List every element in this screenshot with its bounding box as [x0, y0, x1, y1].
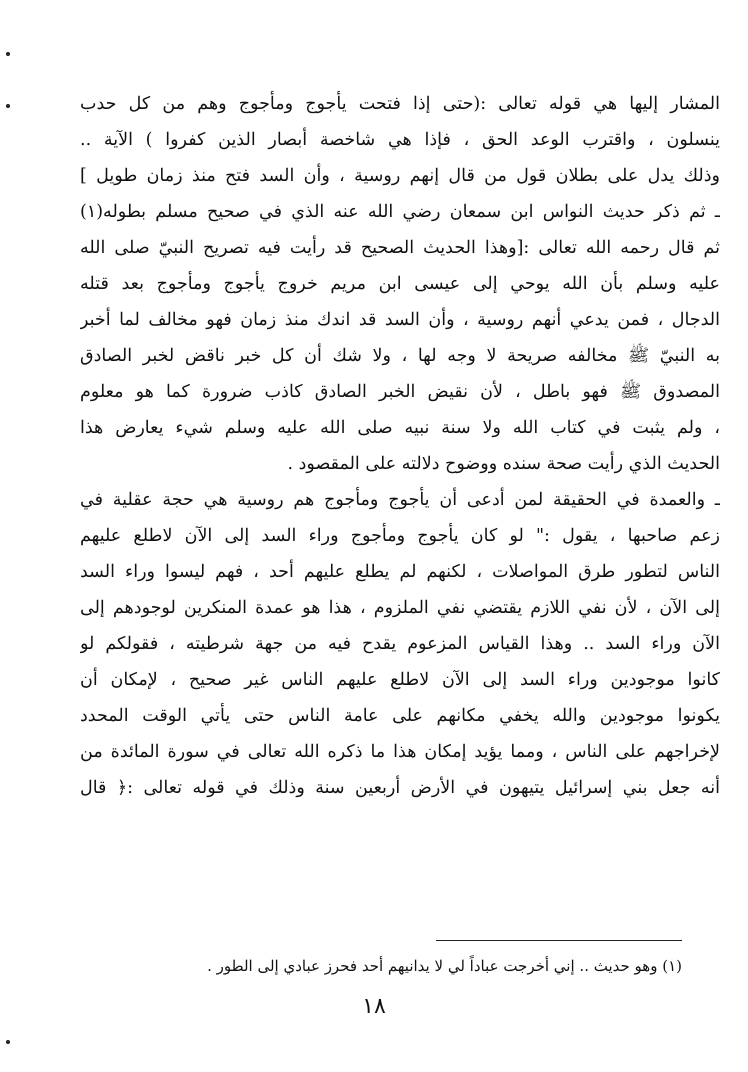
text-line-4: ـ ثم ذكر حديث النواس ابن سمعان رضي الله عنه الذي في صحيح مسلم بطوله(١) [80, 202, 720, 222]
text-line-7: الدجال ، فمن يدعي أنهم روسية ، وأن السد قد اندك منذ زمان فهو مخالف لما أخبر [80, 310, 720, 330]
text-line-2: ينسلون ، واقترب الوعد الحق ، فإذا هي شاخصة أبصار الذين كفروا ) الآية .. [80, 130, 720, 150]
text-line-8: به النبيّ ﷺ مخالفه صريحة لا وجه لها ، ولا شك أن كل خبر ناقض لخبر الصادق [80, 346, 720, 366]
text-line-14: الناس لتطور طرق المواصلات ، لكنهم لم يطلع عليهم أحد ، فهم ليسوا وراء السد [80, 562, 720, 582]
text-line-5: ثم قال رحمه الله تعالى :[وهذا الحديث الصحيح قد رأيت فيه تصريح النبيّ صلى الله [80, 238, 720, 258]
text-line-20: أنه جعل بني إسرائيل يتيهون في الأرض أربعين سنة وذلك في قوله تعالى :﴿ قال [80, 778, 720, 798]
text-line-6: عليه وسلم بأن الله يوحي إلى عيسى ابن مريم خروج يأجوج ومأجوج بعد قتله [80, 274, 720, 294]
text-line-16: الآن وراء السد .. وهذا القياس المزعوم يقدح فيه من جهة شرطيته ، فقولكم لو [80, 634, 720, 654]
text-line-18: يكونوا موجودين والله يخفي مكانهم على عامة الناس حتى يأتي الوقت المحدد [80, 706, 720, 726]
text-line-3: وذلك يدل على بطلان قول من قال إنهم روسية ، وأن السد فتح منذ زمان طويل ] [80, 166, 720, 186]
text-line-11: الحديث الذي رأيت صحة سنده ووضوح دلالته على المقصود . [287, 454, 720, 474]
text-line-10: ، ولم يثبت في كتاب الله ولا سنة نبيه صلى الله عليه وسلم شيء يعارض هذا [80, 418, 720, 438]
text-line-19: لإخراجهم على الناس ، ومما يؤيد إمكان هذا ما ذكره الله تعالى في سورة المائدة من [80, 742, 720, 762]
text-line-17: كانوا موجودين وراء السد إلى الآن لاطلع عليهم الناس غير صحيح ، لإمكان أن [80, 670, 720, 690]
text-line-9: المصدوق ﷺ فهو باطل ، لأن نقيض الخبر الصادق كاذب ضرورة كما هو معلوم [80, 382, 720, 402]
text-line-1: المشار إليها هي قوله تعالى :(حتى إذا فتحت يأجوج ومأجوج وهم من كل حدب [80, 94, 720, 114]
footnote-divider [436, 940, 682, 941]
scan-mark-left [6, 104, 10, 108]
scan-mark-top-left [6, 52, 10, 56]
main-text [80, 86, 720, 806]
text-line-13: زعم صاحبها ، يقول :" لو كان يأجوج ومأجوج وراء السد إلى الآن لاطلع عليهم [80, 526, 720, 546]
page-number: ١٨ [362, 994, 386, 1019]
footnote: (١) وهو حديث .. إني أخرجت عباداً لي لا يدانيهم أحد فحرز عبادي إلى الطور . [207, 957, 682, 975]
text-line-12: ـ والعمدة في الحقيقة لمن أدعى أن يأجوج ومأجوج هم روسية هي حجة عقلية في [80, 490, 720, 510]
text-line-15: إلى الآن ، لأن نفي اللازم يقتضي نفي الملزوم ، هذا هو عمدة المنكرين لوجودهم إلى [80, 598, 720, 618]
scan-mark-bottom-left [6, 1040, 10, 1044]
